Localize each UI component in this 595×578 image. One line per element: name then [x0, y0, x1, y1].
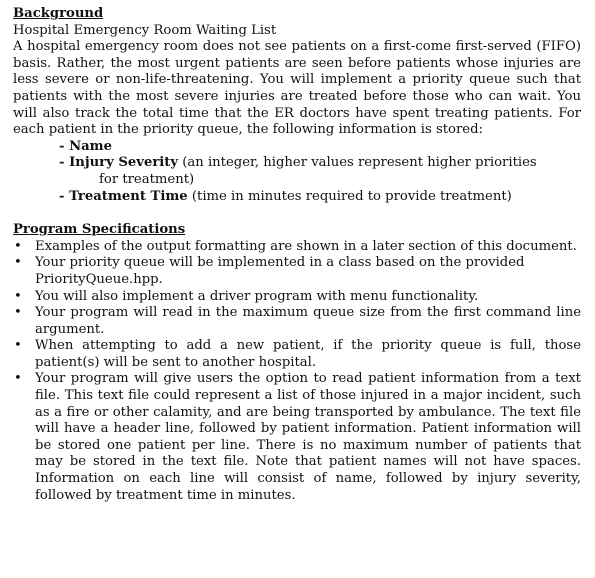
list-item	[13, 255, 581, 288]
background-heading: Background	[13, 6, 104, 21]
list-item	[13, 371, 581, 504]
field-description: (an integer, higher values represent higher priorities	[178, 155, 537, 171]
bullet-icon: •	[14, 371, 22, 387]
list-item-text: Your program will read in the maximum queue size from the first command line argument.	[35, 305, 581, 337]
field-label: - Treatment Time	[59, 188, 188, 204]
field-label: - Injury Severity	[59, 155, 179, 171]
list-item	[13, 289, 581, 306]
background-paragraph: A hospital emergency room does not see patients on a first-come first-served (FIFO) basis. Rather, the most urgent patients are seen before patients whose injuries are less severe or non-life-threatening. You will implement a priority queue such that patients with the most severe injuries are treated before those who can wait. You will also track the total time that the ER doctors have spent treating patients. For each patient in the priority queue, the following information is stored:	[13, 39, 581, 138]
list-item-text: You will also implement a driver program with menu functionality.	[35, 288, 479, 304]
background-subtitle: Hospital Emergency Room Waiting List	[13, 22, 277, 38]
list-item	[13, 305, 581, 338]
field-item-treatment-time	[59, 189, 581, 206]
list-item-text: When attempting to add a new patient, if the priority queue is full, those patient(s) will be sent to another hospital.	[35, 338, 581, 370]
patient-field-list	[13, 139, 581, 205]
specs-heading: Program Specifications	[13, 222, 186, 238]
bullet-icon: •	[14, 338, 22, 354]
field-description-continued: for treatment)	[99, 171, 195, 187]
list-item-text: Examples of the output formatting are shown in a later section of this document.	[35, 238, 577, 254]
bullet-icon: •	[14, 255, 22, 271]
bullet-icon: •	[14, 305, 22, 321]
list-item-text: Your program will give users the option to read patient information from a text file. This text file could represent a list of those injured in a major incident, such as a fire or other calamity, and are being transported by ambulance. The text file will have a header line, followed by patient information. Patient information will be stored one patient per line. There is no maximum number of patients that may be stored in the text file. Note that patient names will not have spaces. Information on each line will consist of name, followed by injury severity, followed by treatment time in minutes.	[35, 371, 581, 503]
list-item	[13, 239, 581, 256]
field-item-injury-severity	[59, 155, 581, 188]
section-spacer	[13, 205, 581, 222]
field-label: - Name	[59, 138, 113, 154]
list-item	[13, 338, 581, 371]
field-item-name	[59, 139, 581, 156]
bullet-icon: •	[14, 288, 22, 304]
specs-bullet-list	[13, 239, 581, 505]
field-description: (time in minutes required to provide treatment)	[187, 188, 512, 204]
bullet-icon: •	[14, 238, 22, 254]
list-item-text: Your priority queue will be implemented in a class based on the provided PriorityQueue.hpp.	[35, 255, 525, 287]
